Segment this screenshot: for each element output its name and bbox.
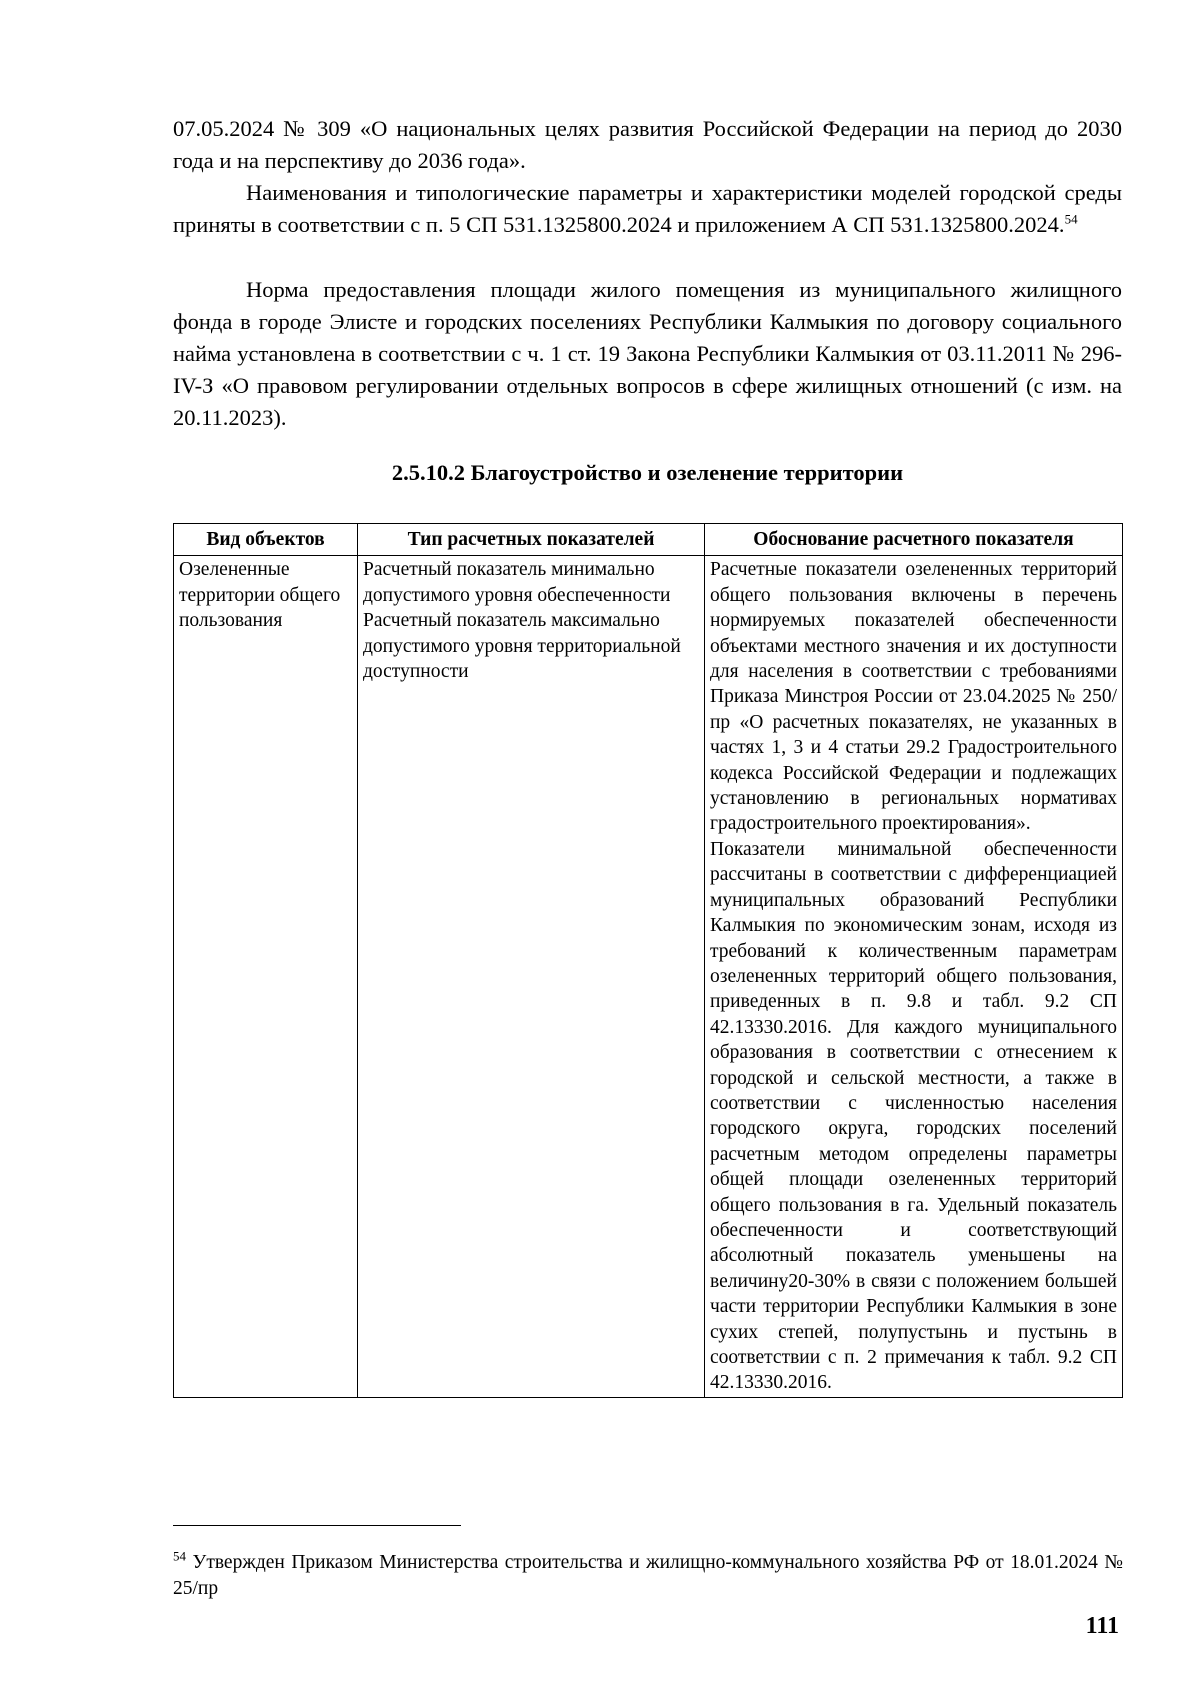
justification-part-2: Показатели минимальной обеспеченности рассчитаны в соответствии с дифференциацией муниципальных образований Республики Калмыкия по экономическим зонам, исходя из требований к количественным параметрам озелененных территорий общего пользования, приведенных в п. 9.8 и табл. 9.2 СП 42.13330.2016. Для каждого муниципального образования в соответствии с отнесением к городской и сельской местности, а также в соответствии с численностью населения городского округа, городских поселений расчетным методом определены параметры общей площади озелененных территорий общего пользования в га. Удельный показатель обеспеченности и соответствующий абсолютный показатель уменьшены на величину20-30% в связи с положением большей части территории Республики Калмыкия в зоне сухих степей, полупустынь и пустынь в соответствии с п. 2 примечания к табл. 9.2 СП 42.13330.2016. — [710, 838, 1117, 1394]
indicator-min-provision: Расчетный показатель минимально допустимого уровня обеспеченности — [363, 559, 671, 606]
paragraph-3 — [173, 274, 1122, 434]
table-row — [174, 556, 1123, 1397]
cell-indicator-type — [358, 556, 705, 1397]
footnote-divider — [173, 1525, 461, 1526]
justification-part-1: Расчетные показатели озелененных территорий общего пользования включены в перечень нормируемых показателей обеспеченности объектами местного значения и их доступности для населения в соответствии с требованиями Приказа Минстроя России от 23.04.2025 № 250/пр «О расчетных показателях, не указанных в частях 1, 3 и 4 статьи 29.2 Градостроительного кодекса Российской Федерации и подлежащих установлению в региональных нормативах градостроительного проектирования». — [710, 559, 1117, 835]
footnote — [173, 1550, 1123, 1602]
indicators-table — [173, 523, 1123, 1398]
header-object-type: Вид объектов — [174, 524, 358, 556]
table-header-row — [174, 524, 1123, 556]
section-heading: 2.5.10.2 Благоустройство и озеленение территории — [391, 460, 904, 485]
cell-object-type: Озелененные территории общего пользования — [174, 556, 358, 1397]
paragraph-2 — [173, 177, 1122, 241]
paragraph-1-text: 07.05.2024 № 309 «О национальных целях развития Российской Федерации на период до 2030 года и на перспективу до 2036 года». — [173, 116, 1122, 173]
cell-justification — [705, 556, 1123, 1397]
footnote-number: 54 — [173, 1548, 186, 1564]
paragraph-3-text: Норма предоставления площади жилого помещения из муниципального жилищного фонда в городе Элисте и городских поселениях Республики Калмыкия по договору социального найма установлена в соответствии с ч. 1 ст. 19 Закона Республики Калмыкия от 03.11.2011 № 296-IV-З «О правовом регулировании отдельных вопросов в сфере жилищных отношений (с изм. на 20.11.2023). — [173, 277, 1122, 430]
header-indicator-type: Тип расчетных показателей — [358, 524, 705, 556]
paragraph-2-text: Наименования и типологические параметры и характеристики моделей городской среды приняты в соответствии с п. 5 СП 531.1325800.2024 и приложением А СП 531.1325800.2024. — [173, 180, 1122, 237]
header-justification: Обоснование расчетного показателя — [705, 524, 1123, 556]
footnote-text: Утвержден Приказом Министерства строительства и жилищно-коммунального хозяйства РФ от 18.01.2024 № 25/пр — [173, 1552, 1123, 1599]
page-number: 111 — [1085, 1613, 1119, 1639]
paragraph-1 — [173, 113, 1122, 177]
indicator-max-accessibility: Расчетный показатель максимально допустимого уровня территориальной доступности — [363, 610, 681, 683]
footnote-reference[interactable]: 54 — [1064, 211, 1078, 227]
